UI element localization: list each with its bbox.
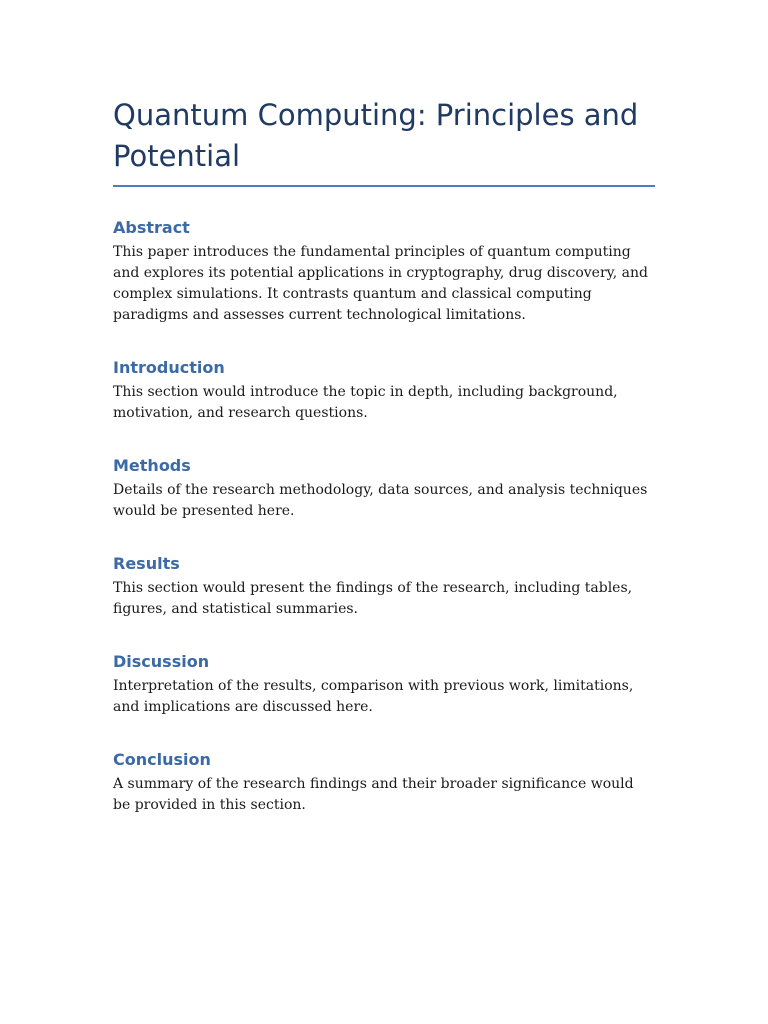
section-abstract (113, 218, 655, 326)
section-text-methods: Details of the research methodology, data sources, and analysis techniques would be presented here. (113, 482, 648, 519)
section-heading-introduction: Introduction (113, 358, 225, 377)
section-introduction (113, 358, 655, 424)
section-heading-abstract: Abstract (113, 218, 190, 237)
section-heading-discussion: Discussion (113, 652, 210, 671)
section-discussion (113, 652, 655, 718)
page-title: Quantum Computing: Principles and Potential (113, 95, 655, 187)
section-conclusion (113, 750, 655, 816)
section-text-conclusion: A summary of the research findings and their broader significance would be provided in this section. (113, 776, 634, 813)
section-methods (113, 456, 655, 522)
section-heading-results: Results (113, 554, 180, 573)
document-page (113, 95, 655, 816)
section-heading-methods: Methods (113, 456, 191, 475)
section-text-introduction: This section would introduce the topic in depth, including background, motivation, and research questions. (113, 384, 618, 421)
section-text-results: This section would present the findings of the research, including tables, figures, and statistical summaries. (113, 580, 633, 617)
section-results (113, 554, 655, 620)
section-text-discussion: Interpretation of the results, comparison with previous work, limitations, and implications are discussed here. (113, 678, 634, 715)
section-text-abstract: This paper introduces the fundamental principles of quantum computing and explores its potential applications in cryptography, drug discovery, and complex simulations. It contrasts quantum and classical computing paradigms and assesses current technological limitations. (113, 244, 648, 323)
section-heading-conclusion: Conclusion (113, 750, 211, 769)
